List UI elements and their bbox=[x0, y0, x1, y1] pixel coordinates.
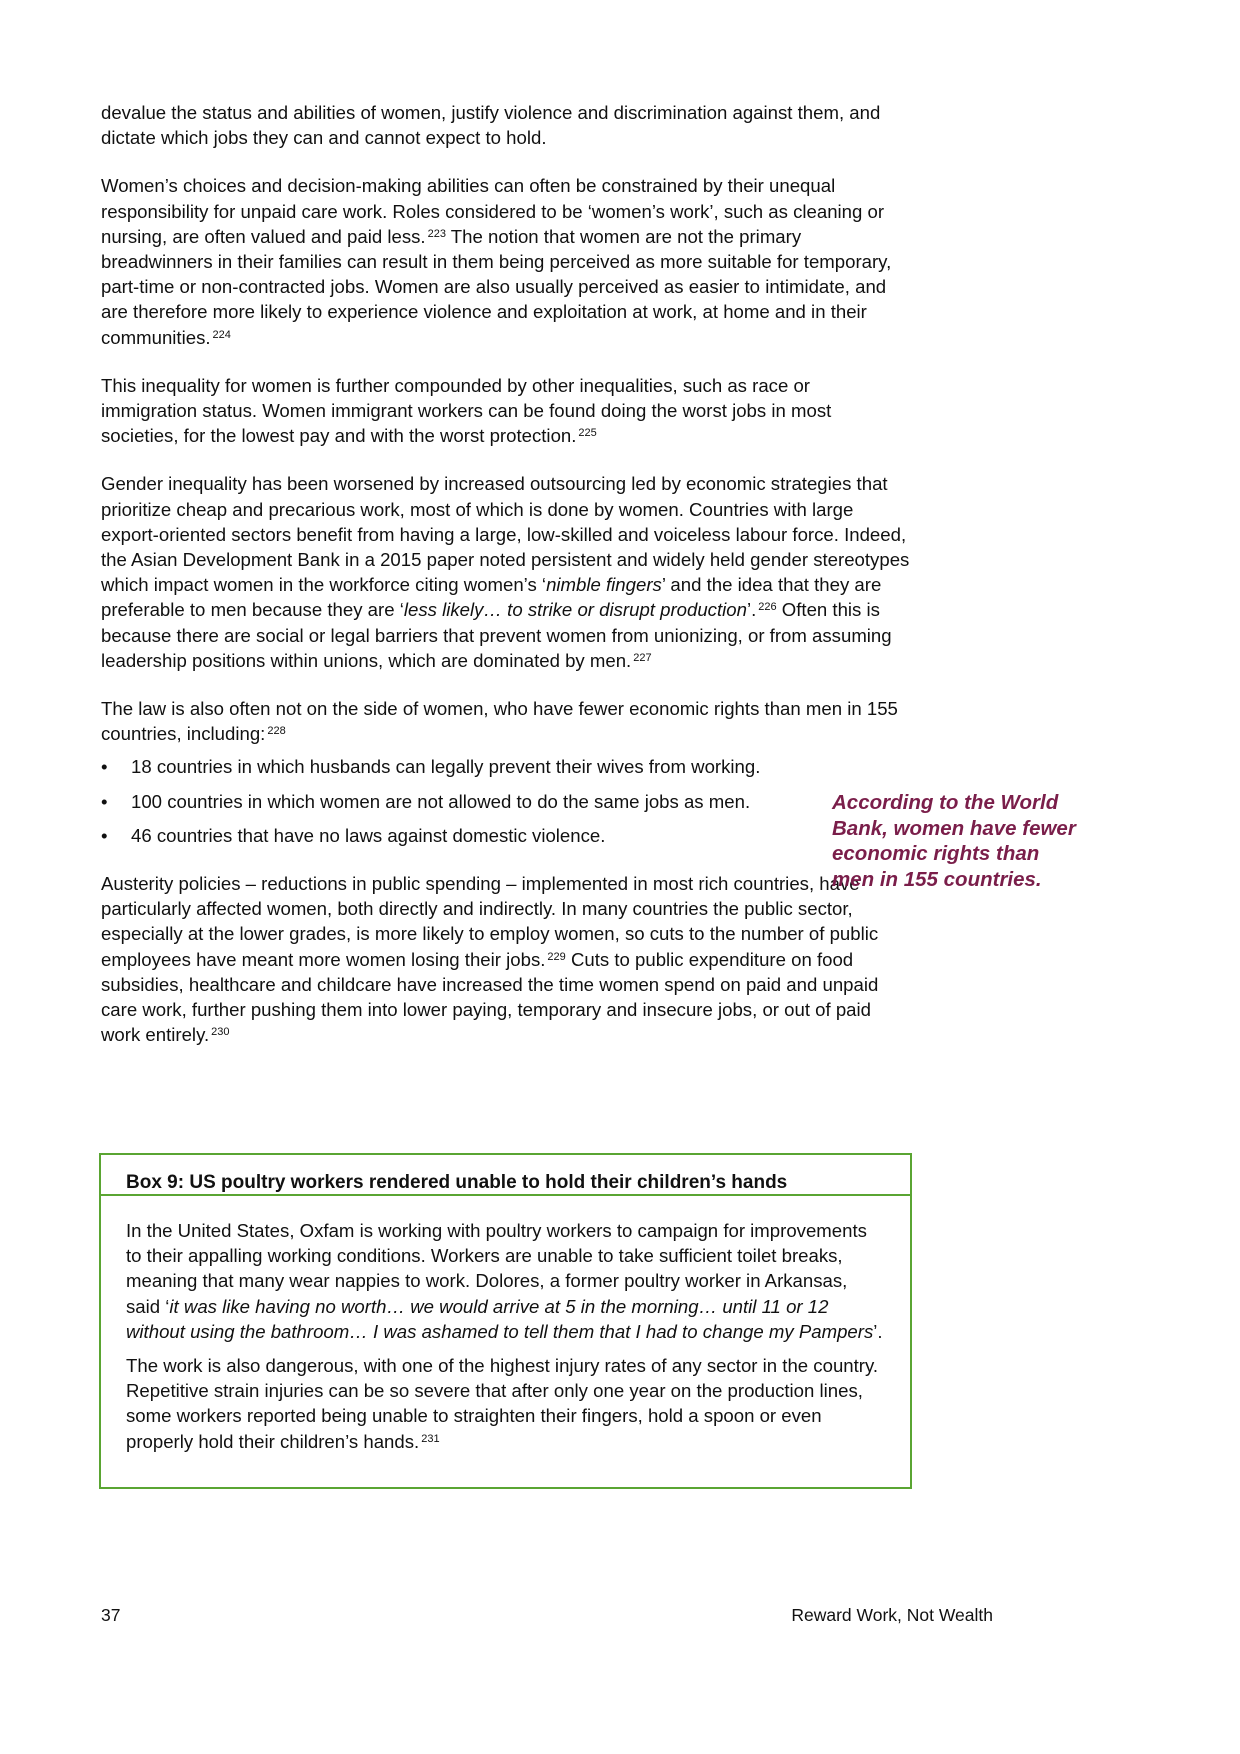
box-paragraph bbox=[126, 1218, 885, 1344]
paragraph-text: Cuts to public expenditure on food subsidies, healthcare and childcare have increased the time women spend on paid and unpaid care work, further pushing them into lower paying, temporary and insecure jobs, or out of paid work entirely. bbox=[101, 948, 879, 1046]
bullet-icon: • bbox=[101, 790, 108, 812]
box-body bbox=[101, 1196, 910, 1454]
bullet-icon: • bbox=[101, 824, 108, 846]
bullet-icon: • bbox=[101, 756, 108, 778]
paragraph-care-work bbox=[101, 173, 911, 349]
pull-quote: According to the World Bank, women have fewer economic rights than men in 155 countries. bbox=[832, 791, 1076, 891]
paragraph-text: Gender inequality has been worsened by increased outsourcing led by economic strategies that prioritize cheap and precarious work, most of which is done by women. Countries with large export-oriented sectors benefit from having a large, low-skilled and voiceless labour force. Indeed, the Asian Development Bank in a 2015 paper noted persistent and widely held gender stereotypes which impact women in the workforce citing women’s ‘ bbox=[101, 473, 910, 596]
paragraph-text: ’. bbox=[873, 1320, 883, 1342]
quote-italic: less likely… to strike or disrupt production bbox=[403, 599, 747, 621]
paragraph-inequalities bbox=[101, 373, 911, 449]
paragraph-text: This inequality for women is further compounded by other inequalities, such as race or immigration status. Women immigrant workers can be found doing the worst jobs in most societies, for the lowest pay and with the worst protection. bbox=[101, 374, 832, 447]
footnote-ref[interactable]: 225 bbox=[578, 427, 597, 440]
footnote-ref[interactable]: 230 bbox=[211, 1026, 230, 1039]
list-item bbox=[101, 754, 781, 779]
paragraph-text: The notion that women are not the primary breadwinners in their families can result in them being perceived as more suitable for temporary, part-time or non-contracted jobs. Women are also usually perceived as easier to intimidate, and are therefore more likely to experience violence and exploitation at work, at home and in their communities. bbox=[101, 225, 892, 348]
footnote-ref[interactable]: 228 bbox=[267, 725, 286, 738]
paragraph-continued bbox=[101, 100, 911, 150]
paragraph-outsourcing bbox=[101, 471, 911, 673]
quote-italic: nimble fingers bbox=[546, 574, 662, 596]
paragraph-text: The law is also often not on the side of women, who have fewer economic rights than men in 155 countries, including: bbox=[101, 698, 898, 745]
footnote-ref[interactable]: 229 bbox=[547, 950, 566, 963]
footnote-ref[interactable]: 223 bbox=[427, 227, 446, 240]
case-study-box bbox=[99, 1153, 912, 1489]
box-title: Box 9: US poultry workers rendered unable to hold their children’s hands bbox=[101, 1155, 910, 1196]
quote-italic: it was like having no worth… we would arrive at 5 in the morning… until 11 or 12 without using the bathroom… I was ashamed to tell them that I had to change my Pampers bbox=[126, 1295, 874, 1342]
list-item-text: 18 countries in which husbands can legally prevent their wives from working. bbox=[131, 756, 761, 778]
paragraph-text: Women’s choices and decision-making abilities can often be constrained by their unequal responsibility for unpaid care work. Roles considered to be ‘women’s work’, such as cleaning or nursing, are often valued and paid less. bbox=[101, 175, 885, 247]
list-item-text: 46 countries that have no laws against domestic violence. bbox=[131, 824, 606, 846]
main-text-column bbox=[101, 100, 911, 1071]
footnote-ref[interactable]: 227 bbox=[633, 651, 652, 664]
paragraph-text: The work is also dangerous, with one of the highest injury rates of any sector in the country. Repetitive strain injuries can be so severe that after only one year on the production lines, some workers reported being unable to straighten their fingers, hold a spoon or even properly hold their children’s hands. bbox=[126, 1355, 879, 1452]
box-paragraph bbox=[126, 1353, 885, 1454]
bullet-list bbox=[101, 754, 781, 848]
paragraph-text: Often this is because there are social or legal barriers that prevent women from unionizing, or from assuming leadership positions within unions, which are dominated by men. bbox=[101, 599, 892, 671]
footnote-ref[interactable]: 231 bbox=[421, 1432, 440, 1445]
paragraph-law bbox=[101, 696, 911, 746]
document-title: Reward Work, Not Wealth bbox=[791, 1605, 993, 1625]
paragraph-text: ’ and the idea that they are preferable to men because they are ‘ bbox=[101, 574, 882, 621]
list-item bbox=[101, 823, 781, 848]
list-item bbox=[101, 789, 781, 814]
footnote-ref[interactable]: 224 bbox=[212, 328, 231, 341]
paragraph-text: devalue the status and abilities of women, justify violence and discrimination against them, and dictate which jobs they can and cannot expect to hold. bbox=[101, 102, 881, 149]
page-number: 37 bbox=[101, 1605, 121, 1625]
list-item-text: 100 countries in which women are not allowed to do the same jobs as men. bbox=[131, 790, 751, 812]
paragraph-austerity bbox=[101, 871, 911, 1047]
paragraph-text: In the United States, Oxfam is working with poultry workers to campaign for improvements to their appalling working conditions. Workers are unable to take sufficient toilet breaks, meaning that many wear nappies to work. Dolores, a former poultry worker in Arkansas, said ‘ bbox=[126, 1220, 867, 1317]
paragraph-text: Austerity policies – reductions in public spending – implemented in most rich countries, have particularly affected women, both directly and indirectly. In many countries the public sector, especially at the lower grades, is more likely to employ women, so cuts to the number of public employees have meant more women losing their jobs. bbox=[101, 873, 879, 970]
paragraph-text: ’. bbox=[746, 599, 757, 621]
footnote-ref[interactable]: 226 bbox=[758, 601, 777, 614]
